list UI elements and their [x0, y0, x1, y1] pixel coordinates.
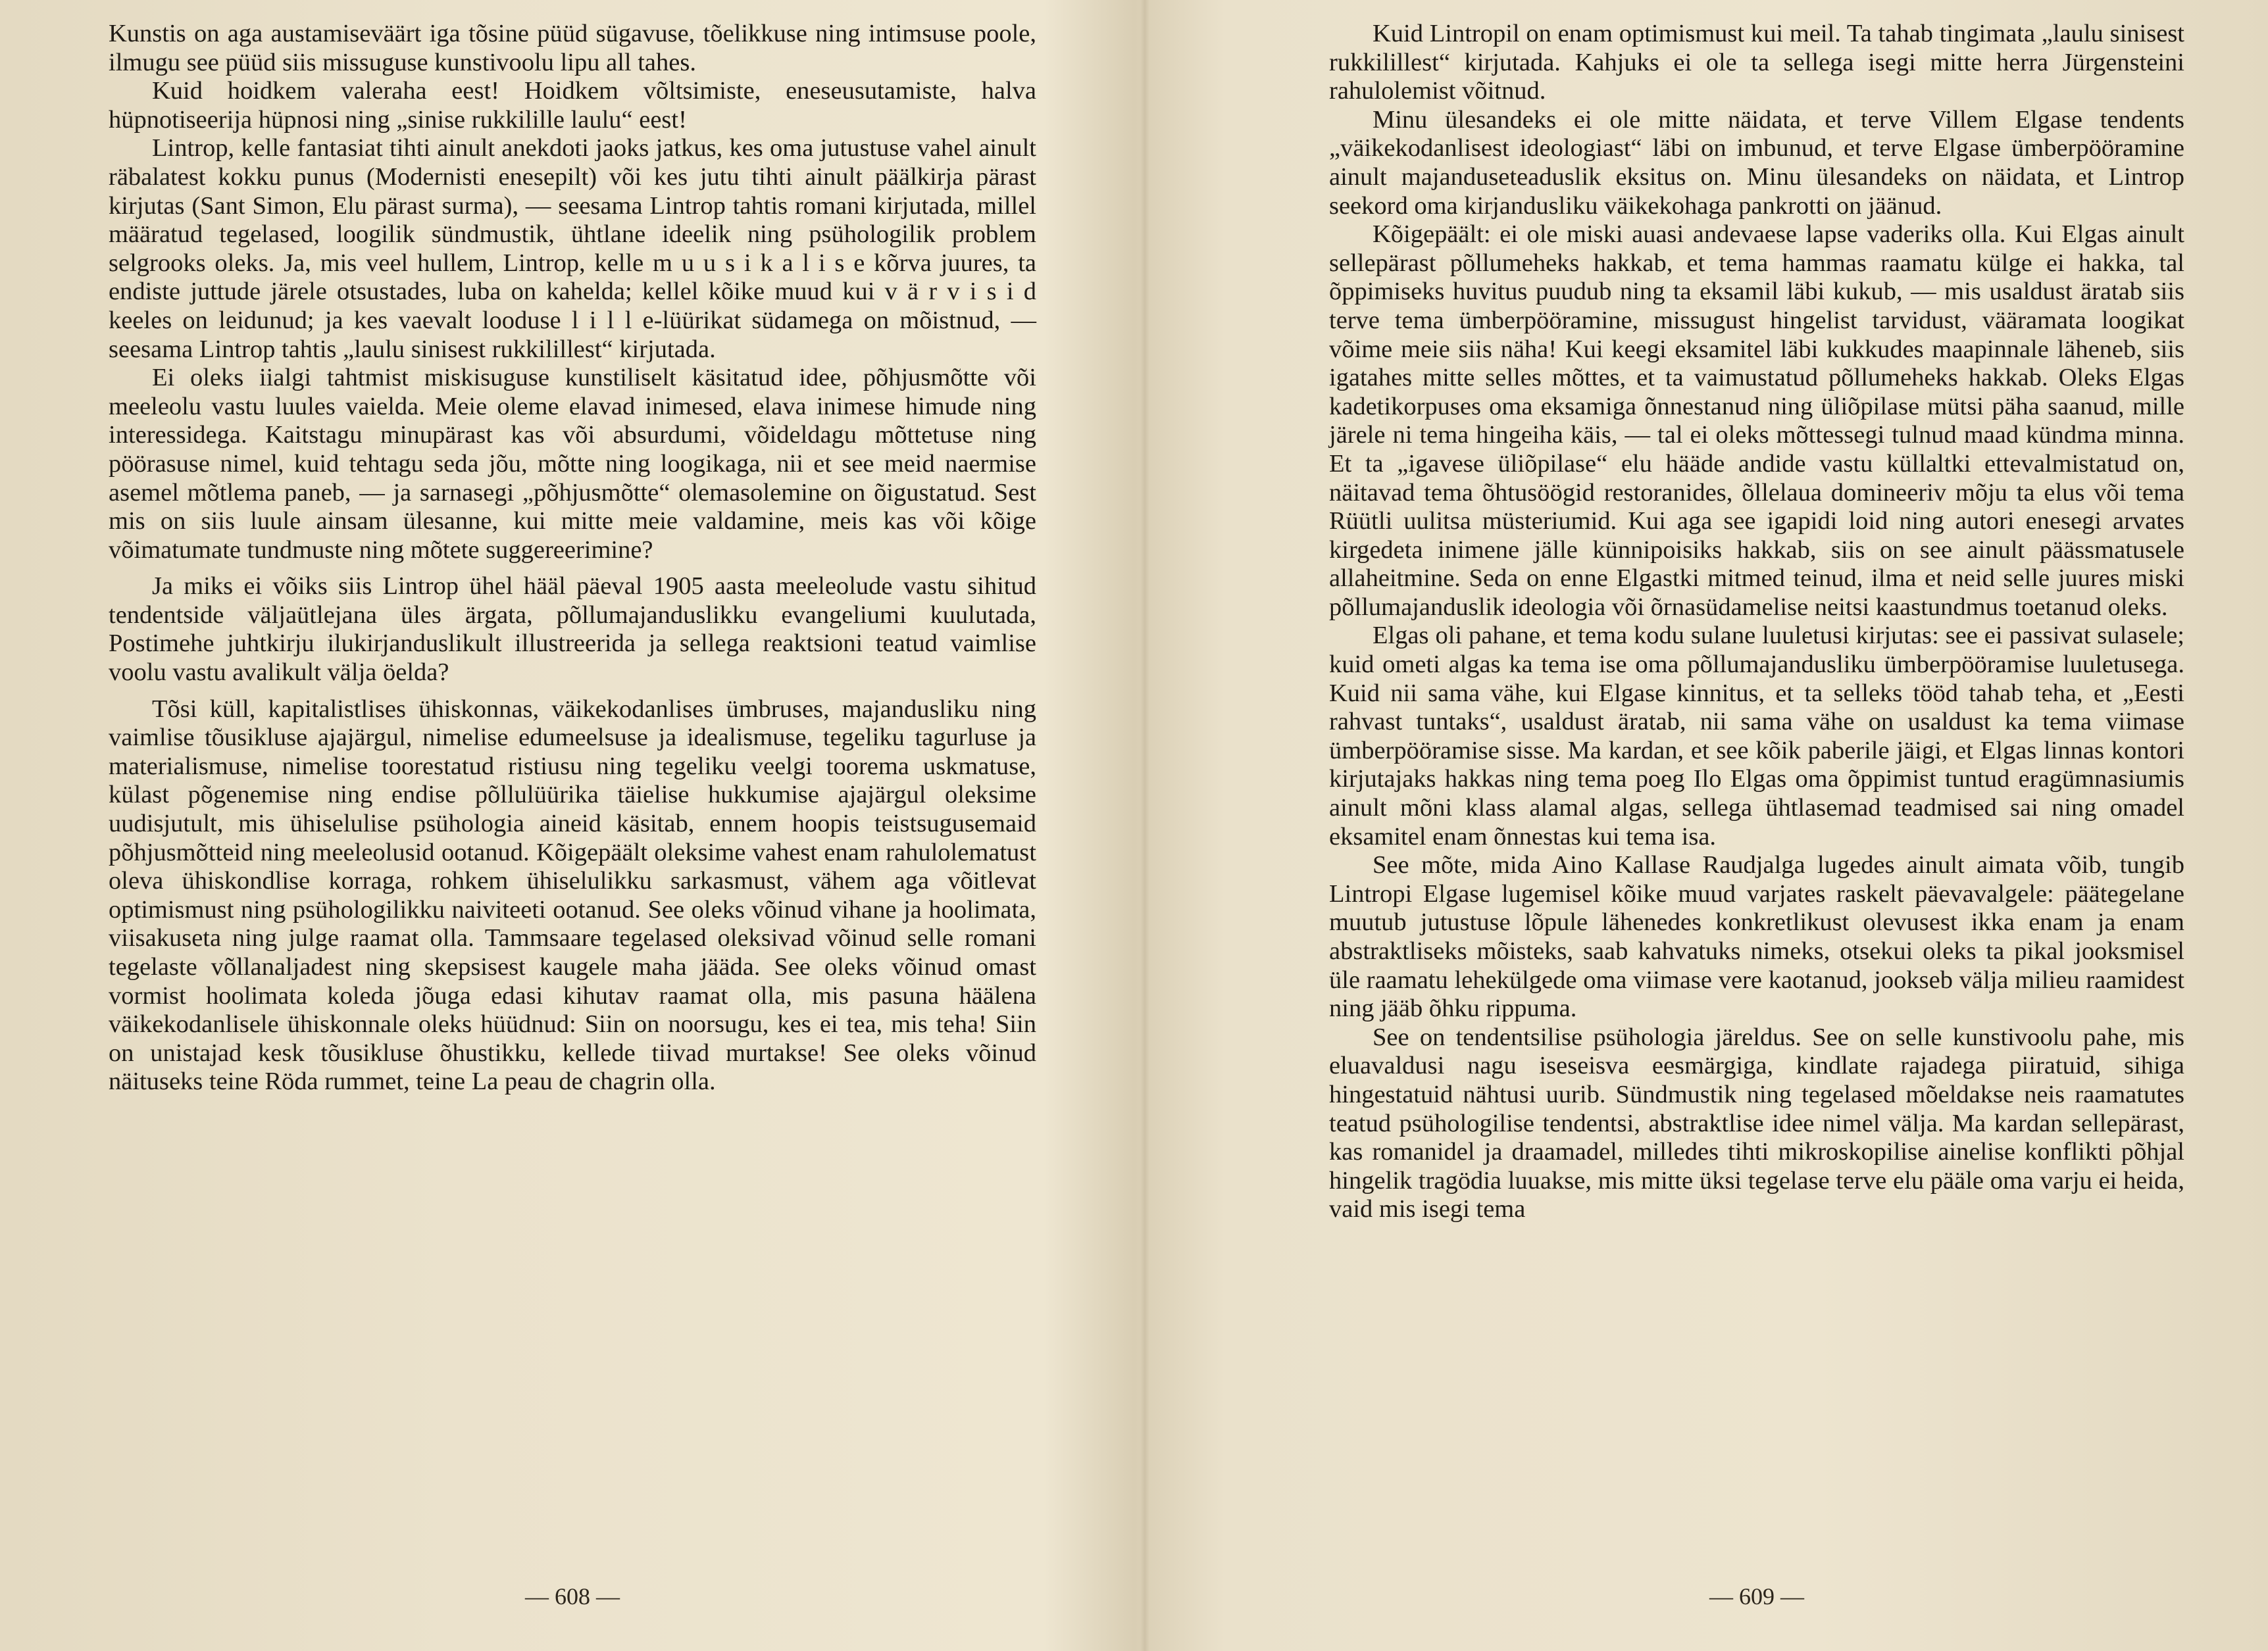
left-page-text: [109, 20, 1036, 1097]
right-page-text: [1329, 20, 2184, 1224]
left-paragraph: Tõsi küll, kapitalistlises ühiskonnas, väikekodanlises ümbruses, majandusliku ning vaimlise tõusikluse ajajärgul, nimelise edumeelsuse ja idealismuse, tegeliku tagurluse ja materialismuse, nimelise toorestatud ristiusu ning tegeliku veelgi toorema uskmatuse, külast põgenemise ning endise põllulüürika täielise hukkumise ajajärgul oleksime uudisjutult, mis ühiselulise psühologia aineid käsitab, ennem hoopis teistsugusemaid põhjusmõtteid ning meeleolusid ootanud. Kõigepäält oleksime vahest enam rahulolematust oleva ühiskondlise korraga, rohkem ühiselulikku sarkasmust, vähem aga võitlevat optimismust ning psühologilikku naiviteeti ootanud. See oleks võinud vihane ja hoolimata, viisakuseta ning julge raamat olla. Tammsaare tegelased oleksivad võinud selle romani tegelaste võllanaljadest ning skepsisest kaugele maha jääda. See oleks võinud omast vormist hoolimata koleda jõuga edasi kihutav raamat olla, mis pasuna häälena väikekodanlisele ühiskonnale oleks hüüdnud: Siin on noorsugu, kes ei tea, mis teha! Siin on unistajad kesk tõusikluse õhustikku, kellede tiivad murtakse! See oleks võinud näituseks teine Röda rummet, teine La peau de chagrin olla.: [109, 695, 1036, 1096]
right-paragraph: Minu ülesandeks ei ole mitte näidata, et terve Villem Elgase tendents „väikekodanlisest ideologiast“ läbi on imbunud, et terve Elgase ümberpööramine ainult majanduseteaduslik eksitus on. Minu ülesandeks on näidata, et Lintrop seekord oma kirjandusliku väikekohaga pankrotti on jäänud.: [1329, 105, 2184, 220]
left-paragraph: Ja miks ei võiks siis Lintrop ühel hääl päeval 1905 aasta meeleolude vastu sihitud tendentside väljaütlejana üles ärgata, põllumajanduslikku evangeliumi kuulutada, Postimehe juhtkirju ilukirjanduslikult illustreerida ja sellega reaktsioni teatud vaimlise voolu vastu avalikult välja öelda?: [109, 572, 1036, 687]
book-gutter: [1140, 0, 1149, 1651]
left-paragraph: Kuid hoidkem valeraha eest! Hoidkem võltsimiste, eneseusutamiste, halva hüpnotiseerija hüpnosi ning „sinise rukkilille laulu“ eest!: [109, 77, 1036, 134]
page-number-left: — 608 —: [525, 1583, 620, 1610]
right-paragraph: Kuid Lintropil on enam optimismust kui meil. Ta tahab tingimata „laulu sinisest rukkilillest“ kirjutada. Kahjuks ei ole ta sellega isegi mitte herra Jürgensteini rahulolemist võitnud.: [1329, 20, 2184, 105]
left-page: [109, 20, 1036, 1625]
page-number-right: — 609 —: [1709, 1583, 1804, 1610]
right-page: [1329, 20, 2184, 1625]
right-paragraph: Kõigepäält: ei ole miski auasi andevaese lapse vaderiks olla. Kui Elgas ainult sellepärast põllumeheks hakkab, et tema hammas raamatu külge ei hakka, tal õppimiseks huvitus puudub ning ta eksamil läbi kukub, — mis usaldust äratab siis terve tema ümberpööramine, missugust hingelist tarvidust, vääramata loogikat võime meie siis näha! Kui keegi eksamitel läbi kukkudes maapinnale läheneb, siis igatahes mitte selles mõttes, et ta vaimustatud põllumeheks hakkab. Oleks Elgas kadetikorpuses oma eksamiga õnnestanud ning üliõpilase mütsi päha saanud, mille järele ni tema hingeiha käis, — tal ei oleks mõttessegi tulnud maad kündma minna. Et ta „igavese üliõpilase“ elu hääde andide vastu küllaltki ettevalmistatud on, näitavad tema õhtusöögid restoranides, õllelaua domineeriv mõju ta elus või tema Rüütli uulitsa müsteriumid. Kui aga see igapidi loid ning autori enesegi arvates kirgedeta inimene jälle künnipoisiks hakkab, siis on see ainult päässmatusele allaheitmine. Seda on enne Elgastki mitmed teinud, ilma et neid selle juures miski põllumajanduslik ideologia või õrnasüdamelise neitsi kaastundmus toetanud oleks.: [1329, 220, 2184, 621]
left-paragraph: Lintrop, kelle fantasiat tihti ainult anekdoti jaoks jatkus, kes oma jutustuse vahel ainult räbalatest kokku punus (Modernisti enesepilt) või kes jutu tihti ainult päälkirja pärast kirjutas (Sant Simon, Elu pärast surma), — seesama Lintrop tahtis romani kirjutada, millel määratud tegelased, loogilik sündmustik, ühtlane ideelik ning psühologilik problem selgrooks oleks. Ja, mis veel hullem, Lintrop, kelle m u u s i k a l i s e kõrva juures, ta endiste juttude järele otsustades, luba on kahelda; kellel kõike muud kui v ä r v i s i d keeles on leidunud; ja kes vaevalt looduse l i l l e-lüürikat südamega on mõistnud, — seesama Lintrop tahtis „laulu sinisest rukkilillest“ kirjutada.: [109, 134, 1036, 363]
right-paragraph: Elgas oli pahane, et tema kodu sulane luuletusi kirjutas: see ei passivat sulasele; kuid ometi algas ka tema ise oma põllumajandusliku ümberpööramise luuletusega. Kuid nii sama vähe, kui Elgase kinnitus, et ta selleks tööd tahab teha, et „Eesti rahvast tuntaks“, usaldust äratab, nii sama vähe on usaldust ka tema viimase ümberpööramise sisse. Ma kardan, et see kõik paberile jäigi, et Elgas linnas kontori kirjutajaks hakkas ning tema poeg Ilo Elgas oma õppimist tuntud eragümnasiumis ainult mõni klass alamal algas, sellega ühtlasemad teadmised sai ning omadel eksamitel enam õnnestas kui tema isa.: [1329, 622, 2184, 850]
right-paragraph: See on tendentsilise psühologia järeldus. See on selle kunstivoolu pahe, mis eluavaldusi nagu iseseisva eesmärgiga, kindlate rajadega piiratuid, sihiga hingestatuid nähtusi uurib. Sündmustik ning tegelased mõeldakse neis raamatutes teatud psühologilise tendentsi, abstraktlise idee nimel välja. Ma kardan sellepärast, kas romanidel ja draamadel, milledes tihti mikroskopilise ainelise konflikti põhjal hingelik tragödia luuakse, mis mitte üksi tegelase terve elu pääle oma varju ei heida, vaid mis isegi tema: [1329, 1023, 2184, 1223]
right-paragraph: See mõte, mida Aino Kallase Raudjalga lugedes ainult aimata võib, tungib Lintropi Elgase lugemisel kõike muud varjates raskelt päevavalgele: päätegelane muutub jutustuse lõpule lähenedes konkretlikust olevusest ikka enam ja enam abstraktliseks mõisteks, saab kahvatuks nimeks, otsekui oleks ta pikal jooksmisel üle raamatu lehekülgede oma viimase vere kaotanud, jookseb välja milieu raamidest ning jääb õhku rippuma.: [1329, 851, 2184, 1023]
left-paragraph: Kunstis on aga austamiseväärt iga tõsine püüd sügavuse, tõelikkuse ning intimsuse poole, ilmugu see püüd siis missuguse kunstivoolu lipu all tahes.: [109, 20, 1036, 76]
left-paragraph: Ei oleks iialgi tahtmist miskisuguse kunstiliselt käsitatud idee, põhjusmõtte või meeleolu vastu luules vaielda. Meie oleme elavad inimesed, elava inimese himude ning interessidega. Kaitstagu minupärast kas või absurdumi, võideldagu mõttetuse ning pöörasuse nimel, kuid tehtagu seda jõu, mõtte ning loogikaga, nii et see meid naermise asemel mõtlema paneb, — ja sarnasegi „põhjusmõtte“ olemasolemine on õigustatud. Sest mis on siis luule ainsam ülesanne, kui mitte meie valdamine, meis kas või kõige võimatumate tundmuste ning mõtete suggereerimine?: [109, 364, 1036, 564]
